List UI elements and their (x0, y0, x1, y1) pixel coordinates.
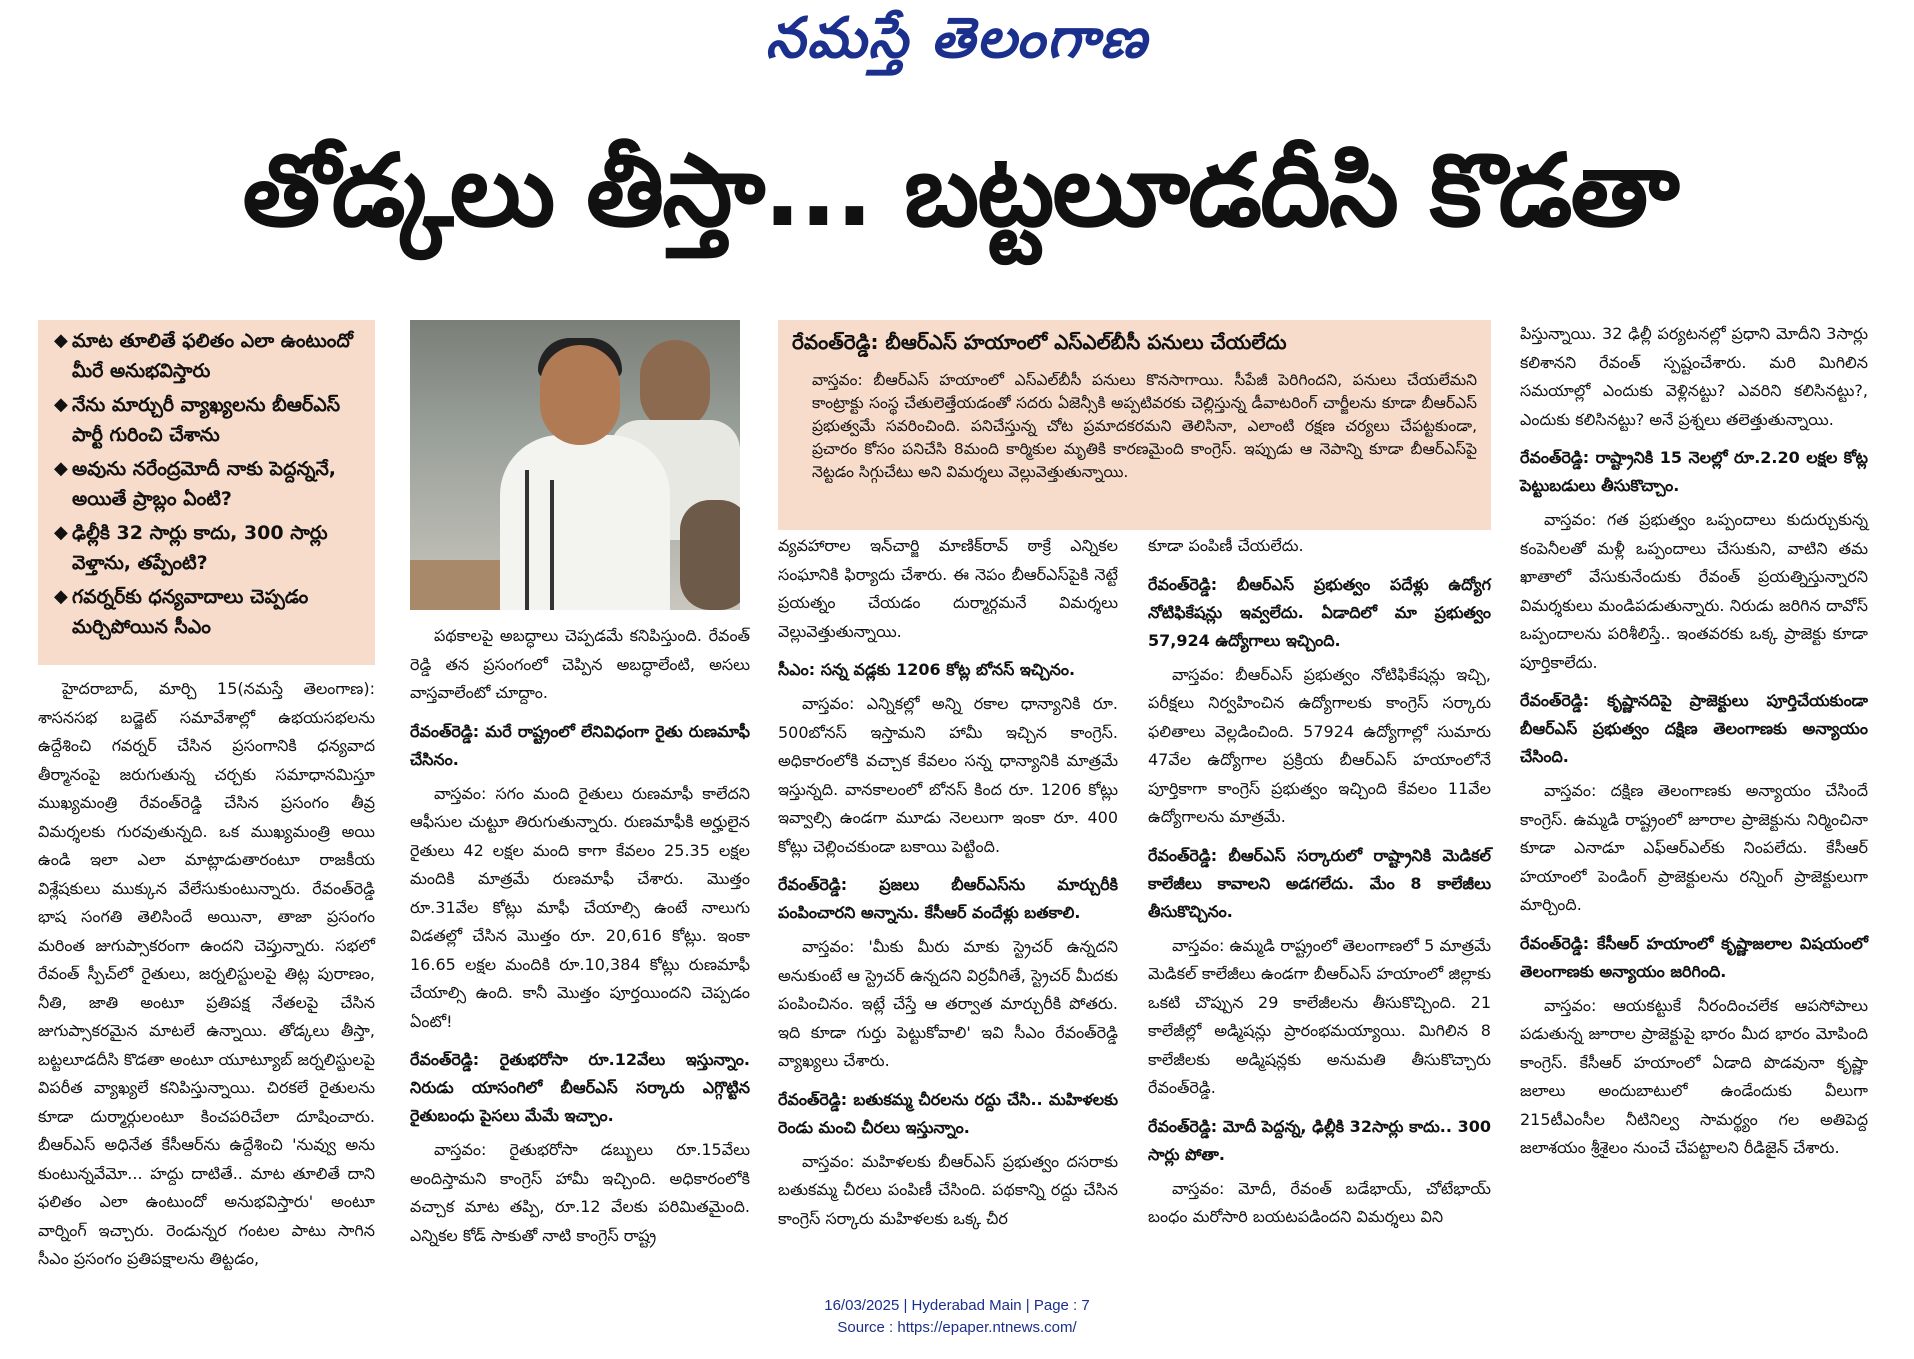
paragraph: వాస్తవం: ఉమ్మడి రాష్ట్రంలో తెలంగాణలో 5 మాత్రమే మెడికల్ కాలేజీలు ఉండగా బీఆర్‌ఎస్ హయాంలో జిల్లాకు ఒకటి చొప్పున 29 కాలేజీలను తీసుకొచ్చింది. 21 కాలేజీల్లో అడ్మిషన్లు ప్రారంభమయ్యాయి. మిగిలిన 8 కాలేజీలకు అడ్మిషన్లకు అనుమతి తీసుకొచ్చారు రేవంత్‌రెడ్డి. (1148, 935, 1491, 1097)
paragraph: పథకాలపై అబద్ధాలు చెప్పడమే కనిపిస్తుంది. రేవంత్ రెడ్డి తన ప్రసంగంలో చెప్పిన అబద్ధాలేంటి, అసలు వాస్తవాలేంటో చూద్దాం. (410, 626, 750, 702)
paragraph: వాస్తవం: మోదీ, రేవంత్ బడేభాయ్, చోటేభాయ్ బంధం మరోసారి బయటపడిందని విమర్శలు విని (1148, 1178, 1491, 1226)
highlights-box (38, 320, 375, 665)
article-column-3 (778, 532, 1118, 1239)
subheading: రేవంత్‌రెడ్డి: బీఆర్‌ఎస్ ప్రభుత్వం పదేళ్లు ఉద్యోగ నోటిఫికేషన్లు ఇవ్వలేదు. ఏడాదిలో మా ప్రభుత్వం 57,924 ఉద్యోగాలు ఇచ్చింది. (1148, 574, 1491, 650)
paragraph: కూడా పంపిణీ చేయలేదు. (1148, 536, 1304, 555)
paragraph: వాస్తవం: ఆయకట్టుకే నీరందించలేక ఆపసోపాలు పడుతున్న జూరాల ప్రాజెక్టుపై భారం మీద భారం మోపింది కాంగ్రెస్. కేసీఆర్ హయాంలో ఏడాది పొడవునా కృష్ణా జలాలు అందుబాటులో ఉండేందుకు వీలుగా 215టీఎంసీల నీటినిల్వ సామర్థ్యం గల అతిపెద్ద జలాశయం శ్రీశైలం నుంచే చేపట్టాలని రీడిజైన్ చేశారు. (1520, 995, 1868, 1157)
newspaper-logo: నమస్తే తెలంగాణ (765, 5, 1149, 71)
bullet-icon: ◆ (54, 458, 68, 479)
subheading: సీఎం: సన్న వడ్లకు 1206 కోట్ల బోనస్ ఇచ్చినం. (778, 660, 1076, 679)
highlight-item: ◆ మాట తూలితే ఫలితం ఎలా ఉంటుందో మీరే అనుభవిస్తారు (50, 326, 363, 386)
highlight-item: ◆ గవర్నర్‌కు ధన్యవాదాలు చెప్పడం మర్చిపోయిన సీఎం (50, 582, 363, 642)
subheading: రేవంత్‌రెడ్డి: రైతుభరోసా రూ.12వేలు ఇస్తున్నాం. నిరుడు యాసంగిలో బీఆర్‌ఎస్ సర్కారు ఎగ్గొట్టిన రైతుబంధు పైసలు మేమే ఇచ్చాం. (410, 1050, 750, 1125)
paragraph: వాస్తవం: బీఆర్‌ఎస్ ప్రభుత్వం నోటిఫికేషన్లు ఇచ్చి, పరీక్షలు నిర్వహించిన ఉద్యోగాలకు కాంగ్రెస్ సర్కారు ఫలితాలు వెల్లడించింది. 57924 ఉద్యోగాల్లో సుమారు 47వేల ఉద్యోగాల ప్రక్రియ బీఆర్‌ఎస్ హయాంలోనే పూర్తికాగా కాంగ్రెస్ ప్రభుత్వం ఇచ్చింది కేవలం 11వేల ఉద్యోగాలను మాత్రమే. (1148, 664, 1491, 826)
subheading: రేవంత్‌రెడ్డి: బతుకమ్మ చీరలను రద్దు చేసి.. మహిళలకు రెండు మంచి చీరలు ఇస్తున్నాం. (778, 1089, 1118, 1137)
source-link[interactable]: Source : https://epaper.ntnews.com/ (837, 1319, 1077, 1336)
paragraph: పిస్తున్నాయి. 32 ఢిల్లీ పర్యటనల్లో ప్రధాని మోదీని 3సార్లు కలిశానని రేవంత్ స్పష్టంచేశారు. మరి మిగిలిన సమయాల్లో ఎందుకు వెళ్లినట్టు? ఎవరిని కలిసినట్టు?, ఎందుకు కలిసినట్టు? అనే ప్రశ్నలు తలెత్తుతున్నాయి. (1520, 324, 1868, 429)
paragraph: వాస్తవం: ఎన్నికల్లో అన్ని రకాల ధాన్యానికి రూ. 500బోనస్ ఇస్తామని హామీ ఇచ్చిన కాంగ్రెస్. అధికారంలోకి వచ్చాక కేవలం సన్న ధాన్యానికి మాత్రమే ఇస్తున్నది. వానకాలంలో బోనస్ కింద రూ. 1206 కోట్లు ఇవ్వాల్సి ఉండగా మూడు నెలలుగా ఇంకా రూ. 400 కోట్లు చెల్లించకుండా బకాయి పెట్టింది. (778, 694, 1118, 856)
paragraph: వ్యవహారాల ఇన్‌చార్జి మాణిక్‌రావ్ ఠాక్రే ఎన్నికల సంఘానికి ఫిర్యాదు చేశారు. ఈ నెపం బీఆర్‌ఎస్‌పైకి నెట్టే ప్రయత్నం చేయడం దుర్మార్గమనే విమర్శలు వెల్లువెత్తుతున్నాయి. (778, 536, 1118, 641)
paragraph: వాస్తవం: సగం మంది రైతులు రుణమాఫీ కాలేదని ఆఫీసుల చుట్టూ తిరుగుతున్నారు. రుణమాఫీకి అర్హులైన రైతులు 42 లక్షల మంది కాగా కేవలం 25.35 లక్షల మందికి మాత్రమే రుణమాఫీ చేశారు. మొత్తం రూ.31వేల కోట్లు మాఫీ చేయాల్సి ఉంటే నాలుగు విడతల్లో చేసిన మొత్తం రూ. 20,616 కోట్లు. ఇంకా 16.65 లక్షల మందికి రూ.10,384 కోట్లు రుణమాఫీ చేయాల్సి ఉంది. కానీ మొత్తం పూర్తయిందని చెప్పడం ఏంటో! (410, 783, 750, 1031)
bullet-icon: ◆ (54, 586, 68, 607)
bullet-icon: ◆ (54, 330, 68, 351)
article-column-2 (410, 622, 750, 1256)
subheading: రేవంత్‌రెడ్డి: మరే రాష్ట్రంలో లేనివిధంగా రైతు రుణమాఫీ చేసినం. (410, 721, 750, 769)
highlight-item: ◆ ఢిల్లీకి 32 సార్లు కాదు, 300 సార్లు వెళ్తాను, తప్పేంటి? (50, 518, 363, 578)
article-column-5 (1520, 320, 1868, 1169)
box-subhead: రేవంత్‌రెడ్డి: బీఆర్‌ఎస్ హయాంలో ఎస్‌ఎల్‌బీసీ పనులు చేయలేదు (792, 330, 1287, 354)
news-photo (410, 320, 740, 610)
paragraph: హైదరాబాద్, మార్చి 15(నమస్తే తెలంగాణ): శాసనసభ బడ్జెట్ సమావేశాల్లో ఉభయసభలను ఉద్దేశించి గవర్నర్ చేసిన ప్రసంగానికి ధన్యవాద తీర్మానంపై జరుగుతున్న చర్చకు సమాధానమిస్తూ ముఖ్యమంత్రి రేవంత్‌రెడ్డి చేసిన ప్రసంగం తీవ్ర విమర్శలకు గురవుతున్నది. ఒక ముఖ్యమంత్రి అయి ఉండి ఇలా ఎలా మాట్లాడుతారంటూ రాజకీయ విశ్లేషకులు ముక్కున వేలేసుకుంటున్నారు. రేవంత్‌రెడ్డి భాష సంగతి తెలిసిందే అయినా, తాజా ప్రసంగం మరింత జుగుప్సాకరంగా ఉందని చెప్తున్నారు. సభలో రేవంత్ స్పీచ్‌లో రైతులు, జర్నలిస్టులపై తిట్ల పురాణం, నీతి, జాతి అంటూ ప్రతిపక్ష నేతలపై చేసిన జుగుప్సాకరమైన మాటలే ఉన్నాయి. తోడ్కలు తీస్తా, బట్టలూడదీసి కొడతా అంటూ యూట్యూబ్ జర్నలిస్టులపై విపరీత వ్యాఖ్యలే కనిపిస్తున్నాయి. చిరకలే రైతులను కూడా దుర్మార్గులంటూ కించపరిచేలా దూషించారు. బీఆర్‌ఎస్ అధినేత కేసీఆర్‌ను ఉద్దేశించి 'నువ్వు అను కుంటున్నవేమో... హద్దు దాటితే.. మాట తూలితే దాని ఫలితం ఎలా ఉంటుందో అనుభవిస్తారు' అంటూ వార్నింగ్ ఇచ్చారు. రెండున్నర గంటల పాటు సాగిన సీఎం ప్రసంగం ప్రతిపక్షాలను తిట్టడం, (38, 679, 375, 1268)
box-body: వాస్తవం: బీఆర్‌ఎస్ హయాంలో ఎస్‌ఎల్‌బీసీ పనులు కొనసాగాయి. సీపేజీ పెరిగిందని, పనులు చేయలేమని కాంట్రాక్టు సంస్థ చేతులెత్తేయడంతో సదరు ఏజెన్సీకి అప్పటివరకు చెల్లిస్తున్న డీవాటరింగ్ చార్జీలను కూడా బీఆర్‌ఎస్ ప్రభుత్వమే సవరించింది. పనిచేస్తున్న చోట ప్రమాదకరమని తెలిసినా, ఎలాంటి రక్షణ చర్యలు చేపట్టకుండా, ప్రచారం కోసం పనిచేసి 8మంది కార్మికుల మృతికి కారణమైంది కాంగ్రెస్. ఇప్పుడు ఆ నెపాన్ని కూడా బీఆర్‌ఎస్‌పై నెట్టడం సిగ్గుచేటు అని విమర్శలు వెల్లువెత్తుతున్నాయి. (812, 371, 1477, 481)
article-column-1 (38, 675, 375, 1280)
paragraph: వాస్తవం: గత ప్రభుత్వం ఒప్పందాలు కుదుర్చుకున్న కంపెనీలతో మళ్లీ ఒప్పందాలు చేసుకుని, వాటిని తమ ఖాతాలో వేసుకునేందుకు రేవంత్ ప్రయత్నిస్తున్నారని విమర్శకులు మండిపడుతున్నారు. నిరుడు జరిగిన దావోస్ ఒప్పందాలను పరిశీలిస్తే.. ఇంతవరకు ఒక్క ప్రాజెక్టు కూడా పూర్తికాలేదు. (1520, 510, 1868, 672)
subheading: రేవంత్‌రెడ్డి: బీఆర్‌ఎస్ సర్కారులో రాష్ట్రానికి మెడికల్ కాలేజీలు కావాలని అడగలేదు. మేం 8 కాలేజీలు తీసుకొచ్చినం. (1148, 845, 1491, 921)
subheading: రేవంత్‌రెడ్డి: కేసీఆర్ హయాంలో కృష్ణాజలాల విషయంలో తెలంగాణకు అన్యాయం జరిగింది. (1520, 933, 1868, 981)
page-footer (0, 1295, 1914, 1339)
headline-text: తోడ్కలు తీస్తా... బట్టలూడదీసి కొడతా (242, 131, 1678, 249)
highlight-item: ◆ అవును నరేంద్రమోదీ నాకు పెద్దన్ననే, అయితే ప్రాబ్లం ఏంటి? (50, 454, 363, 514)
highlight-item: ◆ నేను మార్చురీ వ్యాఖ్యలను బీఆర్‌ఎస్ పార్టీ గురించి చేశాను (50, 390, 363, 450)
fact-check-box (778, 320, 1491, 530)
paragraph: వాస్తవం: రైతుభరోసా డబ్బులు రూ.15వేలు అందిస్తామని కాంగ్రెస్ హామీ ఇచ్చింది. అధికారంలోకి వచ్చాక మాట తప్పి, రూ.12 వేలకు పరిమితమైంది. ఎన్నికల కోడ్ సాకుతో నాటి కాంగ్రెస్ రాష్ట్ర (410, 1140, 750, 1245)
subheading: రేవంత్‌రెడ్డి: ప్రజలు బీఆర్‌ఎస్‌ను మార్చురీకి పంపించారని అన్నాను. కేసీఆర్ వందేళ్లు బతకాలి. (778, 875, 1118, 922)
bullet-icon: ◆ (54, 522, 68, 543)
subheading: రేవంత్‌రెడ్డి: మోదీ పెద్దన్న, ఢిల్లీకి 32సార్లు కాదు.. 300 సార్లు పోతా. (1148, 1116, 1491, 1164)
paragraph: వాస్తవం: మహిళలకు బీఆర్‌ఎస్ ప్రభుత్వం దసరాకు బతుకమ్మ చీరలు పంపిణీ చేసింది. పథకాన్ని రద్దు చేసిన కాంగ్రెస్ సర్కారు మహిళలకు ఒక్క చీర (778, 1151, 1118, 1228)
subheading: రేవంత్‌రెడ్డి: కృష్ణానదిపై ప్రాజెక్టులు పూర్తిచేయకుండా బీఆర్‌ఎస్ ప్రభుత్వం దక్షిణ తెలంగాణకు అన్యాయం చేసింది. (1520, 691, 1868, 766)
paragraph: వాస్తవం: 'మీకు మీరు మాకు స్ట్రెచర్ ఉన్నదని అనుకుంటే ఆ స్ట్రెచర్ ఉన్నదని విర్రవీగితే, స్ట్రెచర్ మీదకు పంపించినం. ఇట్లే చేస్తే ఆ తర్వాత మార్చురీకి పోతరు. ఇది కూడా గుర్తు పెట్టుకోవాలి' ఇవి సీఎం రేవంత్‌రెడ్డి వ్యాఖ్యలు చేశారు. (778, 937, 1118, 1070)
article-column-4 (1148, 532, 1491, 1238)
edition-info: 16/03/2025 | Hyderabad Main | Page : 7 (824, 1297, 1090, 1314)
masthead (0, 0, 1914, 90)
bullet-icon: ◆ (54, 394, 68, 415)
paragraph: వాస్తవం: దక్షిణ తెలంగాణకు అన్యాయం చేసిందే కాంగ్రెస్. ఉమ్మడి రాష్ట్రంలో జూరాల ప్రాజెక్టును నిర్మించినా కూడా ఎనాడూ ఎఫ్‌ఆర్‌ఎల్‌కు నింపలేదు. కేసీఆర్ హయాంలో పెండింగ్ ప్రాజెక్టులను రన్నింగ్ ప్రాజెక్టులుగా మార్చింది. (1520, 781, 1868, 914)
subheading: రేవంత్‌రెడ్డి: రాష్ట్రానికి 15 నెలల్లో రూ.2.20 లక్షల కోట్ల పెట్టుబడులు తీసుకొచ్చాం. (1520, 448, 1868, 495)
headline (20, 115, 1900, 290)
